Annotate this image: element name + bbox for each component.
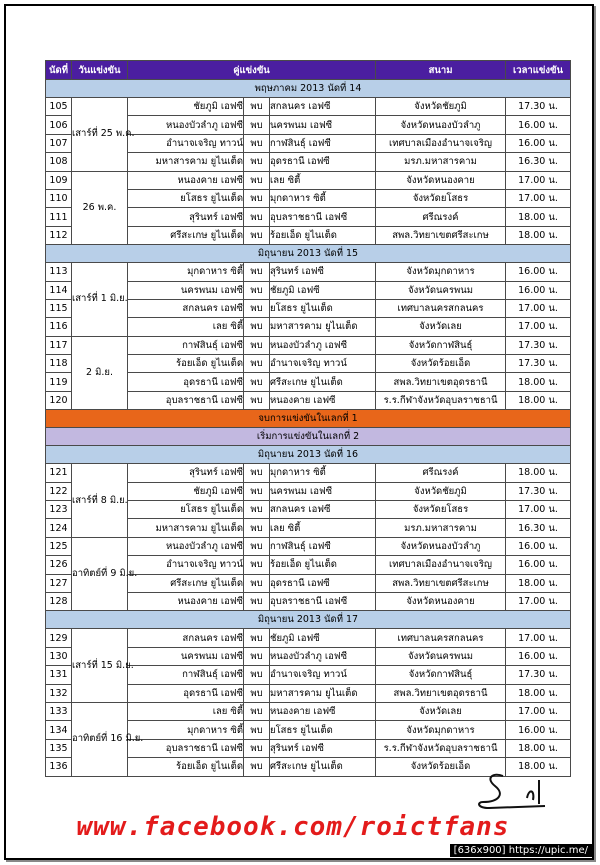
match-number: 112: [46, 226, 72, 244]
home-team: ชัยภูมิ เอฟซี: [128, 98, 244, 116]
table-row: [46, 537, 571, 555]
home-team: ศรีสะเกษ ยูไนเต็ด: [128, 226, 244, 244]
kickoff-time: 17.30 น.: [506, 98, 571, 116]
home-team: หนองบัวลำภู เอฟซี: [128, 537, 244, 555]
kickoff-time: 17.00 น.: [506, 501, 571, 519]
away-team: อุบลราชธานี เอฟซี: [270, 208, 376, 226]
kickoff-time: 16.00 น.: [506, 281, 571, 299]
match-number: 121: [46, 464, 72, 482]
kickoff-time: 17.30 น.: [506, 666, 571, 684]
home-team: อุดรธานี เอฟซี: [128, 684, 244, 702]
versus-label: พบ: [244, 684, 270, 702]
versus-label: พบ: [244, 721, 270, 739]
match-number: 117: [46, 336, 72, 354]
kickoff-time: 17.00 น.: [506, 318, 571, 336]
away-team: ยโสธร ยูไนเต็ด: [270, 299, 376, 317]
match-number: 128: [46, 592, 72, 610]
home-team: สกลนคร เอฟซี: [128, 629, 244, 647]
header-fixture: คู่แข่งขัน: [128, 61, 376, 80]
match-date: อาทิตย์ที่ 16 มิ.ย.: [72, 702, 128, 776]
venue: เทศบาลเมืองอำนาจเจริญ: [376, 556, 506, 574]
round-header: [46, 245, 571, 263]
kickoff-time: 18.00 น.: [506, 684, 571, 702]
round-header: [46, 446, 571, 464]
home-team: ศรีสะเกษ ยูไนเต็ด: [128, 574, 244, 592]
kickoff-time: 17.30 น.: [506, 336, 571, 354]
venue: เทศบาลนครสกลนคร: [376, 629, 506, 647]
venue: ร.ร.กีฬาจังหวัดอุบลราชธานี: [376, 391, 506, 409]
table-row: [46, 98, 571, 116]
home-team: สุรินทร์ เอฟซี: [128, 208, 244, 226]
versus-label: พบ: [244, 153, 270, 171]
round-header-label: มิถุนายน 2013 นัดที่ 15: [46, 245, 571, 263]
match-number: 130: [46, 647, 72, 665]
home-team: กาฬสินธุ์ เอฟซี: [128, 336, 244, 354]
kickoff-time: 16.00 น.: [506, 116, 571, 134]
versus-label: พบ: [244, 464, 270, 482]
venue: จังหวัดหนองบัวลำภู: [376, 116, 506, 134]
venue: จังหวัดนครพนม: [376, 281, 506, 299]
versus-label: พบ: [244, 647, 270, 665]
home-team: ยโสธร ยูไนเต็ด: [128, 189, 244, 207]
venue: ร.ร.กีฬาจังหวัดอุบลราชธานี: [376, 739, 506, 757]
schedule-table: [45, 60, 571, 777]
home-team: สกลนคร เอฟซี: [128, 299, 244, 317]
home-team: มุกดาหาร ซิตี้: [128, 721, 244, 739]
versus-label: พบ: [244, 281, 270, 299]
match-number: 126: [46, 556, 72, 574]
start-second-leg-banner-label: เริ่มการแข่งขันในเลกที่ 2: [46, 428, 571, 446]
away-team: สกลนคร เอฟซี: [270, 98, 376, 116]
kickoff-time: 18.00 น.: [506, 391, 571, 409]
away-team: อุดรธานี เอฟซี: [270, 153, 376, 171]
home-team: สุรินทร์ เอฟซี: [128, 464, 244, 482]
match-date: เสาร์ที่ 1 มิ.ย.: [72, 263, 128, 337]
kickoff-time: 17.00 น.: [506, 702, 571, 720]
match-number: 132: [46, 684, 72, 702]
venue: ศรีณรงค์: [376, 208, 506, 226]
away-team: อุดรธานี เอฟซี: [270, 574, 376, 592]
venue: จังหวัดกาฬสินธุ์: [376, 666, 506, 684]
kickoff-time: 16.30 น.: [506, 519, 571, 537]
kickoff-time: 18.00 น.: [506, 226, 571, 244]
home-team: มหาสารคาม ยูไนเต็ด: [128, 153, 244, 171]
versus-label: พบ: [244, 336, 270, 354]
away-team: มหาสารคาม ยูไนเต็ด: [270, 684, 376, 702]
versus-label: พบ: [244, 208, 270, 226]
away-team: หนองคาย เอฟซี: [270, 391, 376, 409]
versus-label: พบ: [244, 574, 270, 592]
versus-label: พบ: [244, 98, 270, 116]
match-date: 2 มิ.ย.: [72, 336, 128, 410]
match-number: 125: [46, 537, 72, 555]
table-row: [46, 629, 571, 647]
away-team: ยโสธร ยูไนเต็ด: [270, 721, 376, 739]
venue: มรภ.มหาสารคาม: [376, 519, 506, 537]
away-team: สุรินทร์ เอฟซี: [270, 263, 376, 281]
versus-label: พบ: [244, 592, 270, 610]
schedule-body: [46, 80, 571, 777]
venue: จังหวัดหนองคาย: [376, 592, 506, 610]
table-row: [46, 464, 571, 482]
kickoff-time: 18.00 น.: [506, 373, 571, 391]
venue: จังหวัดนครพนม: [376, 647, 506, 665]
home-team: มหาสารคาม ยูไนเต็ด: [128, 519, 244, 537]
home-team: นครพนม เอฟซี: [128, 281, 244, 299]
match-number: 134: [46, 721, 72, 739]
away-team: หนองบัวลำภู เอฟซี: [270, 336, 376, 354]
round-header: [46, 80, 571, 98]
away-team: กาฬสินธุ์ เอฟซี: [270, 134, 376, 152]
venue: เทศบาลเมืองอำนาจเจริญ: [376, 134, 506, 152]
venue: จังหวัดร้อยเอ็ด: [376, 758, 506, 776]
home-team: ยโสธร ยูไนเต็ด: [128, 501, 244, 519]
versus-label: พบ: [244, 355, 270, 373]
signature-image: [475, 768, 565, 818]
round-header-label: พฤษภาคม 2013 นัดที่ 14: [46, 80, 571, 98]
end-first-leg-banner-label: จบการแข่งขันในเลกที่ 1: [46, 410, 571, 428]
kickoff-time: 17.30 น.: [506, 355, 571, 373]
venue: จังหวัดหนองบัวลำภู: [376, 537, 506, 555]
header-match-no: นัดที่: [46, 61, 72, 80]
match-number: 108: [46, 153, 72, 171]
home-team: ร้อยเอ็ด ยูไนเต็ด: [128, 758, 244, 776]
away-team: ร้อยเอ็ด ยูไนเต็ด: [270, 556, 376, 574]
venue: สพล.วิทยาเขตศรีสะเกษ: [376, 574, 506, 592]
match-date: เสาร์ที่ 8 มิ.ย.: [72, 464, 128, 538]
home-team: หนองบัวลำภู เอฟซี: [128, 116, 244, 134]
away-team: ศรีสะเกษ ยูไนเต็ด: [270, 373, 376, 391]
home-team: มุกดาหาร ซิตี้: [128, 263, 244, 281]
away-team: เลย ซิตี้: [270, 519, 376, 537]
away-team: ร้อยเอ็ด ยูไนเต็ด: [270, 226, 376, 244]
home-team: เลย ซิตี้: [128, 318, 244, 336]
away-team: นครพนม เอฟซี: [270, 482, 376, 500]
match-number: 131: [46, 666, 72, 684]
kickoff-time: 16.00 น.: [506, 537, 571, 555]
venue: จังหวัดมุกดาหาร: [376, 263, 506, 281]
match-date: 26 พ.ค.: [72, 171, 128, 245]
match-date: เสาร์ที่ 15 มิ.ย.: [72, 629, 128, 703]
kickoff-time: 16.00 น.: [506, 556, 571, 574]
venue: จังหวัดเลย: [376, 318, 506, 336]
kickoff-time: 18.00 น.: [506, 208, 571, 226]
match-number: 110: [46, 189, 72, 207]
away-team: อุบลราชธานี เอฟซี: [270, 592, 376, 610]
kickoff-time: 17.00 น.: [506, 171, 571, 189]
venue: สพล.วิทยาเขตอุดรธานี: [376, 684, 506, 702]
venue: จังหวัดหนองคาย: [376, 171, 506, 189]
match-number: 123: [46, 501, 72, 519]
versus-label: พบ: [244, 226, 270, 244]
home-team: หนองคาย เอฟซี: [128, 171, 244, 189]
kickoff-time: 17.30 น.: [506, 482, 571, 500]
match-number: 127: [46, 574, 72, 592]
versus-label: พบ: [244, 537, 270, 555]
kickoff-time: 16.00 น.: [506, 647, 571, 665]
facebook-url: www.facebook.com/roictfans: [76, 812, 510, 842]
match-number: 118: [46, 355, 72, 373]
home-team: อุดรธานี เอฟซี: [128, 373, 244, 391]
match-number: 106: [46, 116, 72, 134]
match-date: เสาร์ที่ 25 พ.ค.: [72, 98, 128, 172]
round-header: [46, 611, 571, 629]
versus-label: พบ: [244, 134, 270, 152]
versus-label: พบ: [244, 758, 270, 776]
match-number: 133: [46, 702, 72, 720]
versus-label: พบ: [244, 519, 270, 537]
kickoff-time: 18.00 น.: [506, 739, 571, 757]
versus-label: พบ: [244, 318, 270, 336]
home-team: อำนาจเจริญ ทาวน์: [128, 556, 244, 574]
venue: ศรีณรงค์: [376, 464, 506, 482]
versus-label: พบ: [244, 702, 270, 720]
kickoff-time: 17.00 น.: [506, 189, 571, 207]
away-team: หนองบัวลำภู เอฟซี: [270, 647, 376, 665]
match-date: อาทิตย์ที่ 9 มิ.ย.: [72, 537, 128, 611]
match-number: 109: [46, 171, 72, 189]
match-number: 124: [46, 519, 72, 537]
match-number: 111: [46, 208, 72, 226]
table-row: [46, 702, 571, 720]
header-kickoff: เวลาแข่งขัน: [506, 61, 571, 80]
versus-label: พบ: [244, 299, 270, 317]
versus-label: พบ: [244, 171, 270, 189]
kickoff-time: 16.00 น.: [506, 721, 571, 739]
versus-label: พบ: [244, 116, 270, 134]
match-number: 122: [46, 482, 72, 500]
versus-label: พบ: [244, 501, 270, 519]
away-team: ชัยภูมิ เอฟซี: [270, 281, 376, 299]
match-number: 113: [46, 263, 72, 281]
versus-label: พบ: [244, 666, 270, 684]
home-team: อุบลราชธานี เอฟซี: [128, 739, 244, 757]
match-number: 116: [46, 318, 72, 336]
away-team: นครพนม เอฟซี: [270, 116, 376, 134]
venue: สพล.วิทยาเขตศรีสะเกษ: [376, 226, 506, 244]
away-team: มุกดาหาร ซิตี้: [270, 189, 376, 207]
header-venue: สนาม: [376, 61, 506, 80]
away-team: อำนาจเจริญ ทาวน์: [270, 355, 376, 373]
away-team: ศรีสะเกษ ยูไนเต็ด: [270, 758, 376, 776]
header-date: วันแข่งขัน: [72, 61, 128, 80]
match-number: 136: [46, 758, 72, 776]
table-header: [46, 61, 571, 80]
kickoff-time: 17.00 น.: [506, 299, 571, 317]
venue: มรภ.มหาสารคาม: [376, 153, 506, 171]
versus-label: พบ: [244, 556, 270, 574]
home-team: นครพนม เอฟซี: [128, 647, 244, 665]
home-team: หนองคาย เอฟซี: [128, 592, 244, 610]
end-first-leg-banner: [46, 410, 571, 428]
away-team: มุกดาหาร ซิตี้: [270, 464, 376, 482]
venue: จังหวัดยโสธร: [376, 189, 506, 207]
match-number: 115: [46, 299, 72, 317]
home-team: ชัยภูมิ เอฟซี: [128, 482, 244, 500]
kickoff-time: 17.00 น.: [506, 592, 571, 610]
venue: เทศบาลนครสกลนคร: [376, 299, 506, 317]
venue: จังหวัดชัยภูมิ: [376, 98, 506, 116]
home-team: ร้อยเอ็ด ยูไนเต็ด: [128, 355, 244, 373]
round-header-label: มิถุนายน 2013 นัดที่ 17: [46, 611, 571, 629]
start-second-leg-banner: [46, 428, 571, 446]
image-host-watermark: [636x900] https://upic.me/: [450, 844, 592, 857]
kickoff-time: 18.00 น.: [506, 574, 571, 592]
kickoff-time: 16.00 น.: [506, 263, 571, 281]
kickoff-time: 16.00 น.: [506, 134, 571, 152]
versus-label: พบ: [244, 482, 270, 500]
match-number: 105: [46, 98, 72, 116]
venue: จังหวัดกาฬสินธุ์: [376, 336, 506, 354]
table-row: [46, 336, 571, 354]
kickoff-time: 18.00 น.: [506, 464, 571, 482]
away-team: สุรินทร์ เอฟซี: [270, 739, 376, 757]
home-team: อุบลราชธานี เอฟซี: [128, 391, 244, 409]
match-number: 114: [46, 281, 72, 299]
away-team: อำนาจเจริญ ทาวน์: [270, 666, 376, 684]
away-team: มหาสารคาม ยูไนเต็ด: [270, 318, 376, 336]
table-row: [46, 171, 571, 189]
away-team: ชัยภูมิ เอฟซี: [270, 629, 376, 647]
match-number: 135: [46, 739, 72, 757]
home-team: กาฬสินธุ์ เอฟซี: [128, 666, 244, 684]
venue: จังหวัดยโสธร: [376, 501, 506, 519]
away-team: เลย ซิตี้: [270, 171, 376, 189]
kickoff-time: 16.30 น.: [506, 153, 571, 171]
away-team: กาฬสินธุ์ เอฟซี: [270, 537, 376, 555]
home-team: อำนาจเจริญ ทาวน์: [128, 134, 244, 152]
venue: จังหวัดร้อยเอ็ด: [376, 355, 506, 373]
home-team: เลย ซิตี้: [128, 702, 244, 720]
round-header-label: มิถุนายน 2013 นัดที่ 16: [46, 446, 571, 464]
away-team: หนองคาย เอฟซี: [270, 702, 376, 720]
versus-label: พบ: [244, 391, 270, 409]
versus-label: พบ: [244, 189, 270, 207]
table-row: [46, 263, 571, 281]
venue: สพล.วิทยาเขตอุดรธานี: [376, 373, 506, 391]
versus-label: พบ: [244, 739, 270, 757]
versus-label: พบ: [244, 373, 270, 391]
venue: จังหวัดเลย: [376, 702, 506, 720]
match-number: 129: [46, 629, 72, 647]
versus-label: พบ: [244, 629, 270, 647]
kickoff-time: 18.00 น.: [506, 758, 571, 776]
venue: จังหวัดมุกดาหาร: [376, 721, 506, 739]
kickoff-time: 17.00 น.: [506, 629, 571, 647]
match-number: 107: [46, 134, 72, 152]
versus-label: พบ: [244, 263, 270, 281]
away-team: สกลนคร เอฟซี: [270, 501, 376, 519]
match-number: 120: [46, 391, 72, 409]
match-number: 119: [46, 373, 72, 391]
venue: จังหวัดชัยภูมิ: [376, 482, 506, 500]
